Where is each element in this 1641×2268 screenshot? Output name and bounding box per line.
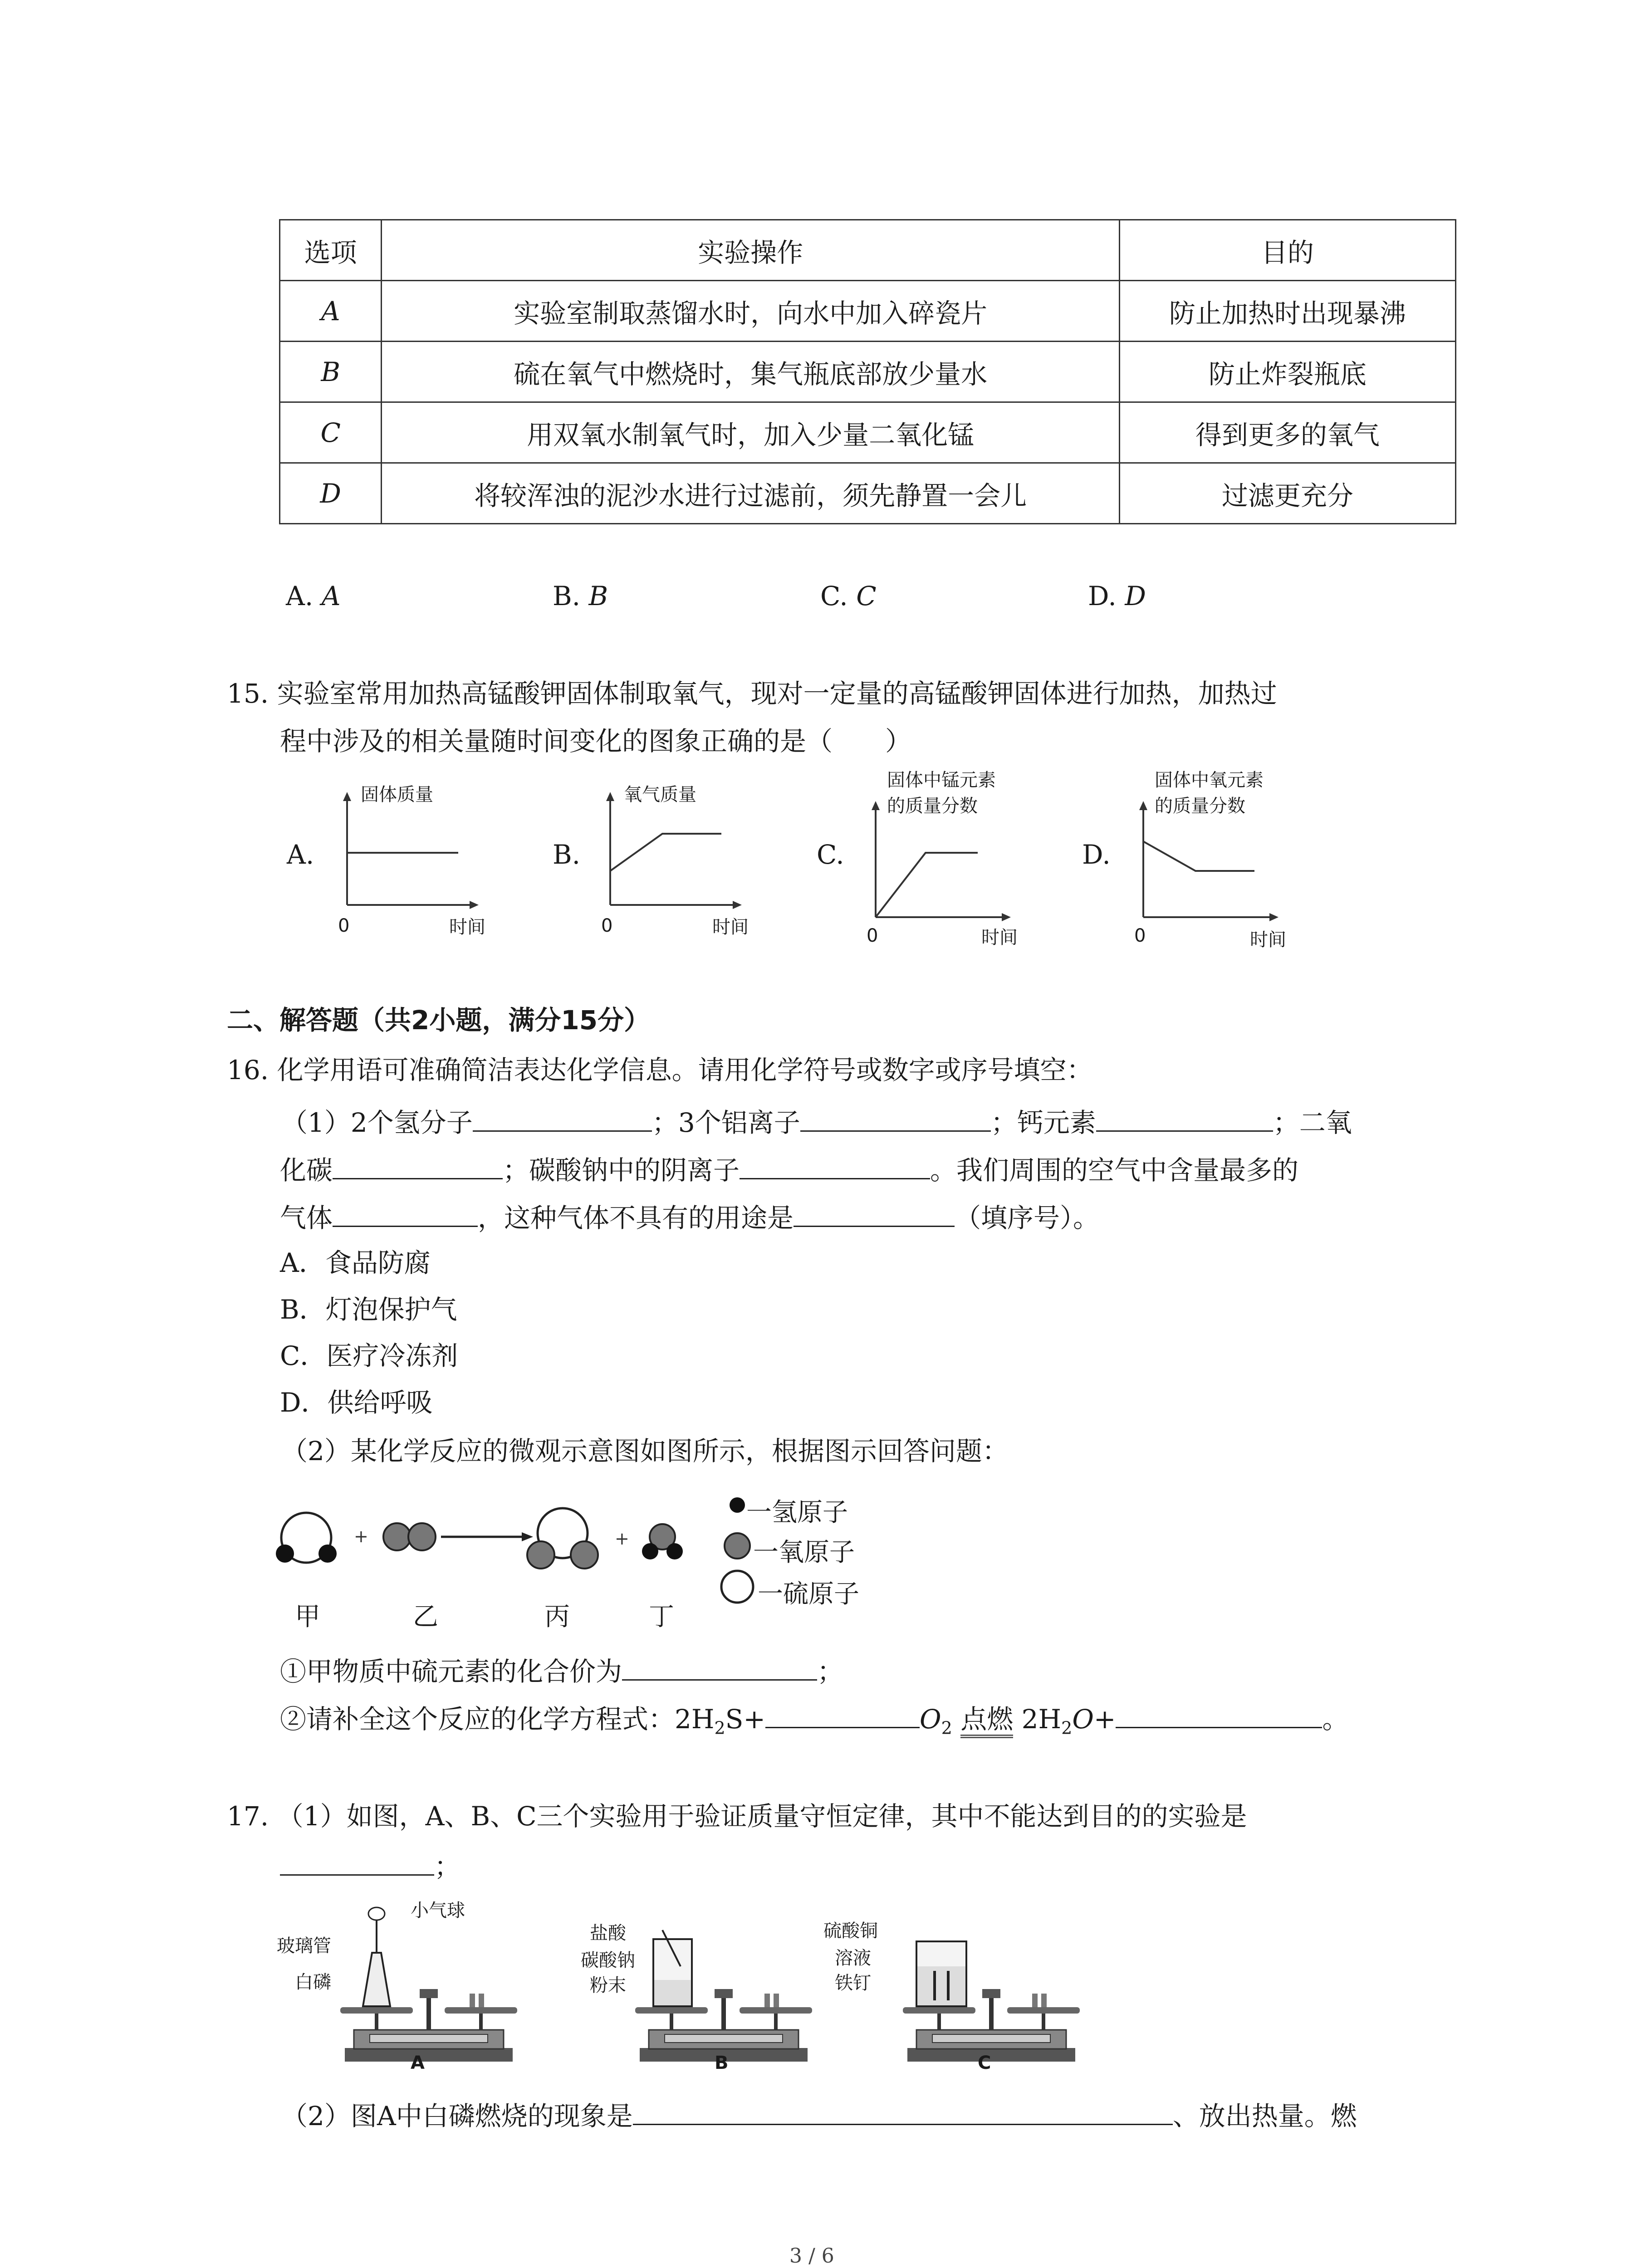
molecule-name-yi: 乙: [413, 1602, 438, 1632]
legend-hydrogen: 一氢原子: [746, 1498, 848, 1527]
answer-blank[interactable]: [333, 1154, 503, 1179]
table-header: 实验操作: [382, 220, 1120, 281]
choice-label: B.: [553, 581, 581, 611]
table-cell: D: [280, 463, 382, 524]
q16-sub2: [280, 1703, 1349, 1737]
molecule-name-jia: 甲: [295, 1602, 320, 1632]
q16-text: （1）2个氢分子: [281, 1107, 473, 1138]
graph-d: [1132, 798, 1282, 930]
molecule-name-ding: 丁: [649, 1602, 674, 1632]
svg-text:+: +: [354, 1526, 368, 1546]
q16-text: 。: [1322, 1704, 1349, 1735]
label-white-phosphorus: 白磷: [295, 1972, 331, 1993]
graph-b: [599, 789, 744, 916]
caption-c: C: [978, 2053, 991, 2073]
choice-value: D: [1125, 581, 1146, 611]
q16-text: S+: [725, 1704, 766, 1735]
q17-text: 、放出热量。燃: [1172, 2101, 1357, 2131]
answer-blank[interactable]: [794, 1202, 955, 1227]
graph-c-label[interactable]: C.: [817, 839, 844, 870]
table-cell: 硫在氧气中燃烧时，集气瓶底部放少量水: [382, 342, 1120, 402]
q17-line2: [280, 1851, 460, 1880]
section-title: 二、解答题（共2小题，满分15分）: [227, 1005, 651, 1036]
table-row: [280, 463, 1456, 524]
answer-blank[interactable]: [765, 1703, 920, 1728]
q15-line1: 15. 实验室常用加热高锰酸钾固体制取氧气，现对一定量的高锰酸钾固体进行加热，加热过: [227, 678, 1277, 709]
apparatus-c: [898, 1898, 1089, 2066]
label-powder: 粉末: [590, 1975, 626, 1996]
choice-b[interactable]: [553, 583, 608, 609]
choice-label: C.: [820, 581, 848, 611]
label-copper-sulfate: 硫酸铜: [823, 1921, 878, 1941]
q16-option-d: D．供给呼吸: [280, 1387, 433, 1418]
q16-text: ；3个铝离子: [652, 1107, 800, 1138]
q16-line1: [281, 1107, 1352, 1136]
graph-b-xlabel: 时间: [712, 917, 749, 938]
table-row: [280, 281, 1456, 342]
graph-b-ylabel: 氧气质量: [624, 784, 696, 805]
choice-label: A.: [286, 581, 314, 611]
q16-text: ；: [817, 1656, 844, 1687]
q16-text: ；钙元素: [990, 1107, 1096, 1138]
reaction-condition: 点燃: [960, 1704, 1013, 1738]
q16-line2: [280, 1154, 1299, 1186]
q17-text: ；: [434, 1851, 461, 1882]
answer-blank[interactable]: [622, 1656, 817, 1681]
graph-c-ylabel-line: 的质量分数: [887, 796, 978, 816]
q16-text: 化碳: [280, 1155, 333, 1186]
q16-text: 。我们周围的空气中含量最多的: [930, 1155, 1299, 1186]
graph-d-origin: 0: [1134, 925, 1146, 946]
subscript: 2: [1061, 1718, 1073, 1738]
q16-line3: [280, 1202, 1099, 1231]
q16-text: ①甲物质中硫元素的化合价为: [280, 1656, 622, 1687]
table-cell: C: [280, 402, 382, 463]
q16-sub1: [280, 1656, 843, 1685]
label-balloon: 小气球: [411, 1900, 465, 1921]
subscript: 2: [714, 1718, 725, 1738]
table-header-row: [280, 220, 1456, 281]
answer-blank[interactable]: [800, 1107, 991, 1132]
caption-a: A: [411, 2053, 425, 2073]
answer-blank[interactable]: [333, 1202, 478, 1227]
table-cell: A: [280, 281, 382, 342]
answer-blank[interactable]: [1116, 1703, 1322, 1728]
options-table: [279, 219, 1456, 524]
graph-c: [864, 798, 1014, 928]
table-row: [280, 402, 1456, 463]
table-cell: 防止炸裂瓶底: [1119, 342, 1455, 402]
table-cell: 实验室制取蒸馏水时，向水中加入碎瓷片: [382, 281, 1120, 342]
graph-d-ylabel-line: 固体中氧元素: [1155, 770, 1264, 791]
answer-blank[interactable]: [473, 1107, 652, 1132]
table-row: [280, 342, 1456, 402]
label-sodium-carbonate: 碳酸钠: [581, 1950, 635, 1971]
answer-blank[interactable]: [633, 2100, 1173, 2125]
table-cell: B: [280, 342, 382, 402]
q17-line1: 17. （1）如图，A、B、C三个实验用于验证质量守恒定律，其中不能达到目的的实验是: [227, 1801, 1247, 1832]
graph-a-ylabel: 固体质量: [361, 784, 433, 805]
graph-a-origin: 0: [338, 915, 350, 936]
table-cell: 过滤更充分: [1119, 463, 1455, 524]
choice-c[interactable]: [820, 583, 877, 609]
q17-part2: [281, 2100, 1357, 2129]
table-cell: 将较浑浊的泥沙水进行过滤前，须先静置一会儿: [382, 463, 1120, 524]
label-hydrochloric-acid: 盐酸: [590, 1923, 626, 1944]
choice-value: C: [856, 581, 877, 611]
subscript: 2: [941, 1718, 952, 1738]
table-header: 目的: [1119, 220, 1455, 281]
graph-c-ylabel-line: 固体中锰元素: [887, 770, 996, 791]
q16-text: （填序号）。: [955, 1202, 1100, 1233]
choice-a[interactable]: [286, 583, 341, 609]
label-solution: 溶液: [835, 1948, 871, 1969]
q16-text: 气体: [280, 1202, 333, 1233]
q16-text: O: [920, 1704, 941, 1735]
q16-text: 2H: [1021, 1704, 1062, 1735]
graph-d-xlabel: 时间: [1250, 929, 1286, 950]
answer-blank[interactable]: [1096, 1107, 1273, 1132]
graph-a-label[interactable]: A.: [287, 839, 314, 870]
q16-text: ，这种气体不具有的用途是: [478, 1202, 794, 1233]
choice-label: D.: [1088, 581, 1117, 611]
apparatus-a: [336, 1898, 526, 2066]
q16-text: ；碳酸钠中的阴离子: [503, 1155, 740, 1186]
graph-b-label[interactable]: B.: [553, 839, 581, 870]
graph-c-origin: 0: [867, 925, 878, 946]
table-cell: 得到更多的氧气: [1119, 402, 1455, 463]
caption-b: B: [715, 2053, 729, 2073]
label-glass-tube: 玻璃管: [277, 1936, 331, 1956]
legend-oxygen: 一氧原子: [753, 1538, 855, 1567]
page-number: 3 / 6: [789, 2244, 834, 2268]
graph-b-origin: 0: [601, 915, 613, 936]
molecule-name-bing: 丙: [544, 1602, 570, 1632]
graph-d-ylabel-line: 的质量分数: [1155, 796, 1245, 816]
q16-text: O+: [1072, 1704, 1116, 1735]
q16-text: ②请补全这个反应的化学方程式：2H: [280, 1704, 715, 1735]
q16-option-b: B．灯泡保护气: [280, 1294, 457, 1325]
choice-value: A: [321, 581, 341, 611]
q16-intro: 16. 化学用语可准确简洁表达化学信息。请用化学符号或数字或序号填空：: [227, 1055, 1093, 1085]
answer-blank[interactable]: [280, 1851, 434, 1876]
choice-value: B: [588, 581, 608, 611]
table-cell: 用双氧水制氧气时，加入少量二氧化锰: [382, 402, 1120, 463]
q16-option-c: C．医疗冷冻剂: [280, 1340, 458, 1371]
label-iron-nail: 铁钉: [835, 1973, 871, 1994]
q17-text: （2）图A中白磷燃烧的现象是: [281, 2101, 633, 2131]
apparatus-b: [631, 1898, 821, 2066]
q16-option-a: A．食品防腐: [280, 1247, 431, 1278]
graph-d-label[interactable]: D.: [1082, 839, 1111, 870]
q16-part2-intro: （2）某化学反应的微观示意图如图所示，根据图示回答问题：: [281, 1436, 1009, 1466]
graph-a: [336, 789, 481, 916]
graph-a-xlabel: 时间: [449, 917, 485, 938]
table-header: 选项: [280, 220, 382, 281]
answer-blank[interactable]: [740, 1154, 930, 1179]
svg-text:+: +: [615, 1529, 629, 1549]
legend-sulfur: 一硫原子: [758, 1579, 859, 1609]
q16-text: ；二氧: [1273, 1107, 1352, 1138]
table-cell: 防止加热时出现暴沸: [1119, 281, 1455, 342]
graph-c-xlabel: 时间: [981, 927, 1018, 948]
q15-line2: 程中涉及的相关量随时间变化的图象正确的是（ ）: [280, 726, 912, 757]
choice-d[interactable]: [1088, 583, 1146, 609]
